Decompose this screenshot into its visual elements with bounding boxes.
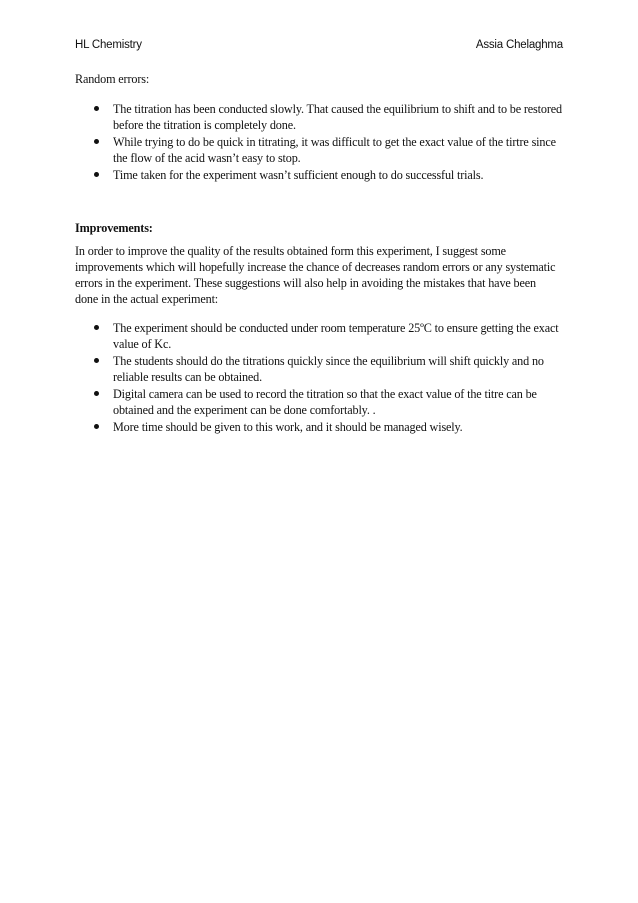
bullet-icon: [94, 391, 99, 396]
list-item: [75, 101, 563, 133]
list-item-text: The experiment should be conducted under room temperature 25ºC to ensure getting the exact value of Kc.: [113, 321, 559, 351]
bullet-icon: [94, 106, 99, 111]
improvements-heading: Improvements:: [75, 221, 153, 235]
bullet-icon: [94, 172, 99, 177]
bullet-icon: [94, 325, 99, 330]
page-header: [75, 39, 563, 55]
list-item-text: Time taken for the experiment wasn’t sufficient enough to do successful trials.: [113, 168, 484, 182]
list-item-text: More time should be given to this work, and it should be managed wisely.: [113, 420, 463, 434]
list-item-text: Digital camera can be used to record the titration so that the exact value of the titre can be obtained and the experiment can be done comfortably. .: [113, 387, 537, 417]
improvements-list: [75, 320, 563, 436]
list-item: [75, 167, 563, 183]
list-item: [75, 353, 563, 385]
list-item-text: While trying to do be quick in titrating, it was difficult to get the exact value of the tirtre since the flow of the acid wasn’t easy to stop.: [113, 135, 556, 165]
random-errors-heading: Random errors:: [75, 72, 150, 86]
bullet-icon: [94, 139, 99, 144]
header-author: Assia Chelaghma: [475, 39, 563, 51]
header-course: HL Chemistry: [75, 39, 142, 51]
random-errors-list: [75, 101, 563, 184]
bullet-icon: [94, 358, 99, 363]
list-item-text: The titration has been conducted slowly. That caused the equilibrium to shift and to be restored before the titration is completely done.: [113, 102, 562, 132]
bullet-icon: [94, 424, 99, 429]
list-item: [75, 320, 563, 352]
list-item-text: The students should do the titrations quickly since the equilibrium will shift quickly and no reliable results can be obtained.: [113, 354, 544, 384]
list-item: [75, 134, 563, 166]
list-item: [75, 386, 563, 418]
list-item: [75, 419, 563, 435]
improvements-intro: In order to improve the quality of the results obtained form this experiment, I suggest some improvements which will hopefully increase the chance of decreases random errors or any systematic errors in the experiment. These suggestions will also help in avoiding the mistakes that have been done in the actual experiment:: [75, 244, 556, 306]
